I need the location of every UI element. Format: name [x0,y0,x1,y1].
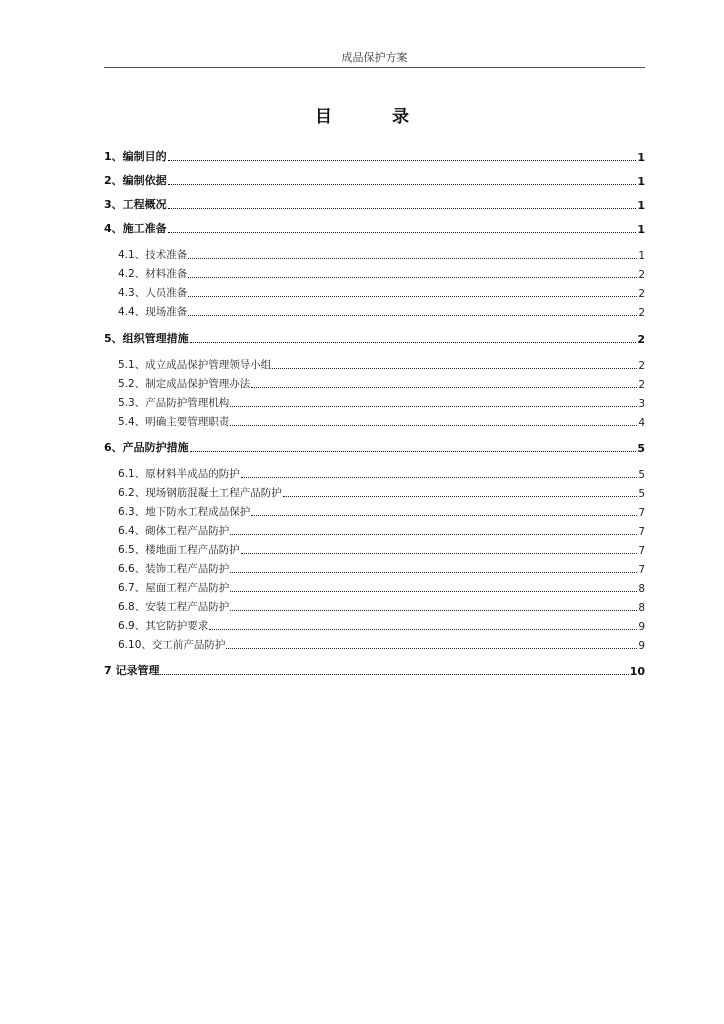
toc-entry-label: 6.2、现场钢筋混凝土工程产品防护 [118,487,282,499]
toc-entry-label: 3、工程概况 [104,198,167,211]
toc-entry[interactable] [104,222,645,236]
toc-leader-dots [190,342,637,343]
toc-entry[interactable] [118,619,645,633]
toc-leader-dots [251,515,637,516]
toc-entry[interactable] [118,524,645,538]
toc-entry-page-number: 1 [638,250,645,262]
toc-leader-dots [241,553,638,554]
toc-entry-page-number: 5 [638,488,645,500]
toc-entry-page-number: 8 [638,602,645,614]
toc-entry-label: 6.10、交工前产品防护 [118,639,226,651]
toc-entry-label: 6.1、原材料半成品的防护 [118,468,240,480]
toc-leader-dots [188,296,637,297]
toc-entry-label: 6.5、楼地面工程产品防护 [118,544,240,556]
toc-leader-dots [168,232,637,233]
toc-leader-dots [168,160,637,161]
toc-entry-page-number: 8 [638,583,645,595]
toc-entry[interactable] [118,415,645,429]
toc-leader-dots [226,648,637,649]
toc-entry-label: 6、产品防护措施 [104,441,189,454]
toc-entry[interactable] [104,332,645,346]
toc-leader-dots [160,674,628,675]
toc-entry-label: 4.4、现场准备 [118,306,188,318]
toc-entry-label: 5、组织管理措施 [104,332,189,345]
toc-entry-label: 2、编制依据 [104,174,167,187]
toc-entry-page-number: 7 [638,545,645,557]
toc-entry-page-number: 5 [638,469,645,481]
toc-title [0,102,724,127]
toc-entry[interactable] [104,664,645,678]
toc-entry-page-number: 9 [638,621,645,633]
toc-leader-dots [188,258,637,259]
toc-entry-page-number: 2 [638,360,645,372]
toc-entry-label: 1、编制目的 [104,150,167,163]
toc-leader-dots [230,534,637,535]
toc-entry-page-number: 2 [638,288,645,300]
toc-entry-page-number: 2 [637,333,645,346]
toc-leader-dots [188,277,637,278]
toc-entry-label: 5.2、制定成品保护管理办法 [118,378,251,390]
toc-leader-dots [190,451,637,452]
toc-entry[interactable] [118,396,645,410]
toc-leader-dots [230,610,637,611]
toc-leader-dots [168,184,637,185]
toc-entry[interactable] [118,358,645,372]
toc-entry[interactable] [118,600,645,614]
toc-entry[interactable] [118,267,645,281]
toc-entry[interactable] [118,562,645,576]
toc-entry-page-number: 10 [629,665,645,678]
toc-entry[interactable] [118,505,645,519]
toc-entry[interactable] [104,174,645,188]
toc-entry-label: 5.4、明确主要管理职责 [118,416,230,428]
toc-leader-dots [230,425,637,426]
toc-entry-page-number: 9 [638,640,645,652]
toc-entry-label: 6.4、砌体工程产品防护 [118,525,230,537]
toc-entry-label: 7 记录管理 [104,664,160,677]
header-rule [104,67,645,68]
toc-leader-dots [230,406,637,407]
toc-entry-page-number: 4 [638,417,645,429]
toc-entry[interactable] [118,286,645,300]
toc-entry-page-number: 1 [637,223,645,236]
toc-entry-label: 5.3、产品防护管理机构 [118,397,230,409]
toc-entry[interactable] [118,638,645,652]
toc-title-char-1: 目 [315,107,332,127]
toc-entry[interactable] [118,467,645,481]
toc-entry-label: 5.1、成立成品保护管理领导小组 [118,359,272,371]
toc-entry-label: 4、施工准备 [104,222,167,235]
toc-entry-page-number: 7 [638,564,645,576]
toc-entry-page-number: 1 [637,151,645,164]
toc-title-char-2: 录 [392,107,409,127]
toc-entry[interactable] [118,486,645,500]
toc-entry-page-number: 1 [637,199,645,212]
toc-leader-dots [283,496,638,497]
toc-entry-label: 6.6、装饰工程产品防护 [118,563,230,575]
toc-leader-dots [241,477,638,478]
toc-entry-label: 4.1、技术准备 [118,249,188,261]
toc-entry[interactable] [104,150,645,164]
toc-entry[interactable] [118,377,645,391]
toc-entry[interactable] [118,305,645,319]
toc-entry-page-number: 3 [638,398,645,410]
toc-entry-page-number: 2 [638,307,645,319]
toc-entry[interactable] [104,441,645,455]
toc-entry-label: 6.7、屋面工程产品防护 [118,582,230,594]
toc-leader-dots [209,629,637,630]
toc-leader-dots [188,315,637,316]
toc-entry-page-number: 1 [637,175,645,188]
toc-leader-dots [230,591,637,592]
toc-entry-page-number: 2 [638,269,645,281]
toc-leader-dots [230,572,637,573]
toc-entry-label: 6.8、安装工程产品防护 [118,601,230,613]
toc-entry[interactable] [104,198,645,212]
toc-entry-label: 4.2、材料准备 [118,268,188,280]
toc-leader-dots [251,387,637,388]
toc-leader-dots [168,208,637,209]
toc-entry-page-number: 5 [637,442,645,455]
toc-leader-dots [272,368,637,369]
toc-entry-page-number: 7 [638,507,645,519]
toc-entry-page-number: 2 [638,379,645,391]
toc-entry[interactable] [118,581,645,595]
toc-entry-label: 6.3、地下防水工程成品保护 [118,506,251,518]
toc-entry-label: 4.3、人员准备 [118,287,188,299]
toc-entry-label: 6.9、其它防护要求 [118,620,209,632]
toc-entry-page-number: 7 [638,526,645,538]
running-header: 成品保护方案 [341,51,408,64]
toc-entry[interactable] [118,248,645,262]
toc-entry[interactable] [118,543,645,557]
